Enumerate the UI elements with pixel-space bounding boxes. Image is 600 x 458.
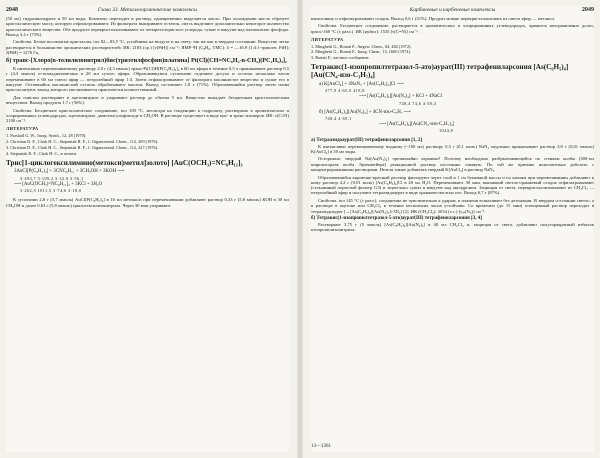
right-reference-1: 1. Minghetti G., Bonati F., Angew. Chem., 84, 482 (1972).: [311, 43, 412, 49]
left-properties-2: Свойства. Бесцветное кристаллическое соединение, tпл 100 °С, несмотря на тенденцию к гидролизу, растворимо в ароматических и хлорированных углеводородах, ацетонитриле, диметилсульфоксиде и CH₂OH. В растворе существует в виде цис- и транс-изомеров. ИК: ν(C≡N) 2190 см⁻¹.: [6, 107, 289, 124]
right-page: [311, 6, 594, 452]
left-intro-paragraph: (50 мл) гидразингидрата и 50 мл воды. Комплекс переходит в раствор, одновременно выделяется масло. При охлаждении масло образует кристаллическую массу, которую отфильтровывают. Из фильтрата выпаривают остаток, смесь выделяют дополнительно некоторое количество кристаллического вещества. Оба продукта перекристаллизовывают из четыреххлористого углерода, сушат в вакууме над пятиокисью фосфора. Выход 3,4 г (73%).: [6, 16, 289, 37]
right-reference-2: 2. Minghetti G., Bonati F., Inorg. Chem., 13, 1600 (1974).: [311, 49, 411, 55]
right-equation-a-text: а) K[AuCl₄] + 4NaN₃ + [As(C₆H₅)₄]Cl ⟶: [319, 82, 404, 88]
right-footer-signature: 13—1361: [311, 444, 331, 449]
left-reference-4: 4. Stepaniak R. F., Clark H. C., в печати.: [6, 150, 77, 156]
left-preparation-2: К интенсивно перемешиваемому раствору 2,0 г (4,3 ммоль) транс-Pt(Cl)H[P(C₂H₅)₃]₂ в 60 мл эфира в течение 0,5 ч прикапывают раствор 0,5 г (4,3 ммоль) n-толилдиазометана в 20 мл сухого эфира. Образовавшуюся суспензию отделяют досуха и остаток несколько часов перемешивают в 60 мл смеси эфир — петролейный эфир 1:3. Затем отфильтровывают от фильтрата маслянистое вещество и сушат его в вакууме. Оставшийся маслянистый остаток обрабатывают маслом. Выход составляет 1,8 г (71%). Образовавшийся раствор затем снова кристаллизуют, выход которого увеличивается практически количественный.: [6, 66, 289, 93]
left-page-number: 2048: [6, 7, 18, 13]
left-reference-2: 2. Christian D. F., Clark H. C., Stepaniak R. F., J. Organometal. Chem., 112, 209 (1976).: [6, 138, 159, 144]
right-compound-1-title: Тетракис(1-изопропилтетразол-5-ато)аурат(III) тетрафениларсония [As(C₆H₅)₄][Au(CN₄-изо-C₃H₇)₄]: [311, 63, 569, 80]
right-equation-a-weights: 377,9 4·65,0 418,8: [325, 88, 365, 94]
right-preparation-b: Растворяют 3,75 г (5 ммоль) [As(C₆H₅)₄][Au(N₃)₄] в 40 мл CH₂Cl₂ и, защищая от света, добавляют полуторакратный избыток изопропилизонитрила.: [311, 221, 594, 233]
left-page-header: [6, 6, 289, 13]
right-preparation-a2: Образовавшийся кирпично-красный раствор фильтруют через слой в 1 см бумажной массы и по каплям при перемешивании добавляют к нему раствор 4,2 г (0,01 моль) [As(C₆H₅)₄]Cl в 20 мл H₂O. Перемешивают 30 мин, выпавший светло-оранжевый осадок отфильтровывают (стеклянный пористый фильтр G3) и тщательно сушат в вакууме над ангидроном. Защищая от света, перекристаллизовывают из CH₂Cl₂ — петролейный эфир и получают тетраазидоаурат в виде оранжево-желтых игл. Выход 6,7 г (87%).: [311, 174, 594, 196]
right-properties-a: Свойства. tпл 145 °С (с разл.), соединение не чувствительно к ударам, в пламени вспыхивает без детонации. В твердом состоянии светло, а в растворе в ацетоне или CH₂Cl₂ в течение нескольких часов устойчиво. Со временем (до 15 мин) освещенный раствор переходит в тетраазидоаурат [→[As(C₆H₅)₄][Au(N₃)₂]+3N₂] [2]. ИК (CH₂Cl₂): 2034 (v.с.) [νₐₛ(N₃)] см⁻¹.: [311, 197, 594, 214]
right-reference-3: 3. Bonati F., частное сообщение.: [311, 55, 370, 61]
right-subsection-a-title: а) Тетраазидоаурат(III) тетрафениларсония [1, 2]: [311, 137, 423, 143]
right-equation-b2-text: ⟶ [As(C₆H₅)₄][Au(CN₄-изо-C₃H₇)₄]: [379, 122, 455, 128]
left-reference-3: 3. Christian D. F., Clark H. C., Stepaniak R. F., J. Organometal. Chem., 112, 227 (1976).: [6, 144, 159, 150]
right-equation-b-text: б) [As(C₆H₅)₄][Au(N₃)₄] + 4CN-изо-C₃H₇ ⟶: [319, 109, 411, 115]
left-reference-1: 1. Parshall G. W., Inorg. Synth., 12, 28 (1970).: [6, 132, 87, 138]
left-compound-2-title: б) транс-[Хлоро(n-толилизонитрил)бис(триэтилфосфин)платина] Pt(Cl)(CH=NC₆H₄-n-CH₃)(PC₂H₅)₃]₂: [6, 57, 287, 65]
left-preparation-2b: Для очистки растворяют в ацетонитриле и упаривают раствор до объема 5 мл. Вещество выпадает бесцветным кристаллическим веществом. Выход продукта 1,7 г (56%).: [6, 94, 289, 106]
right-equation-a2-text: ⟶ [As(C₆H₅)₄][Au(N₃)₄] + KCl + 4NaCl: [359, 94, 442, 100]
right-subsection-b-title: б) Тетракис(1-изопропилтетразол-5-ато)аурат(III) тетрафениларсония [3, 4]: [311, 215, 482, 221]
left-equation-1-text: 3AuCl[P(C₆H₅)₃] + 3CNC₆H₁₁ + 3CH₃OH + 3KOH ⟶: [14, 169, 125, 175]
right-literature-heading: ЛИТЕРАТУРА: [311, 37, 344, 43]
right-intro-paragraph: наполовину и отфильтровывают осадок. Выход 0,6 г (31%). Продукт можно перекристаллизовать из смеси эфир — метанол.: [311, 16, 555, 21]
left-literature-heading: ЛИТЕРАТУРА: [6, 126, 39, 132]
right-equation-a: [319, 82, 594, 107]
left-equation-2-text: ⟶ [AuC(OCH₃)=NC₆H₁₁]₃ + 3KCl + 3H₂O: [14, 181, 103, 187]
right-properties-1: Свойства. Бесцветное соединение, растворяется в ароматических и хлорированных углеводородах, хранится неограниченно долго, tразл>160 °С (с разл.). ИК (нуйол): 1535 [ν(C=N)] см⁻¹.: [311, 23, 594, 34]
right-page-number: 2049: [582, 7, 594, 13]
left-running-title: Глава 33. Металлоорганические комплексы: [97, 7, 198, 13]
left-preparation-3: К суспензии 2,8 г (5,7 ммоль) AuCl[P(C₆H₅)₃] в 10 мл метанола при перемешивании добавляют раствор 0,33 г (5,8 ммоль) КОН в 30 мл CH₃OH и далее 0,63 г (5,8 ммоль) циклогексилизонитрила. Через 30 мин упаривают: [6, 197, 289, 208]
right-equation-a2-weights: 748,4 74,6 4·58,4: [399, 100, 437, 106]
right-reference-list: [311, 44, 594, 61]
right-preparation-a: К интенсивно перемешиваемому водному (~100 мл) раствору 0,5 г (0,1 моль) NaN₃ медленно прикапывают раствор 3,8 г (0,01 ммоль) K[AuCl₄] в 50 мл воды.: [311, 143, 594, 154]
left-reference-list: [6, 133, 289, 156]
right-equation-b: [319, 110, 594, 135]
left-equation-2-weights: 3·262,3 1011,5 3·74,6 3·18,0: [20, 188, 82, 194]
left-equation-1-weights: 3·494,7 3·109,2 3·32,0 3·56,1: [20, 175, 84, 181]
left-page: [6, 6, 289, 452]
book-gutter: [297, 0, 303, 458]
right-equation-b2-weights: 1024,8: [439, 128, 454, 134]
left-compound-3-title: Трис[1-циклогексилимино(метокси)метил]золото] [AuC(OCH₃)=NC₆H₁₁]₃: [6, 158, 243, 167]
right-caution-note: Осторожно: твердый Na[Au(N₃)₄] чрезвычайно взрывчат! Поэтому необходимо разбрызгивающейся по стенкам колбы (300-мл широкогорлая колба Эрленмейера) реакционной раствор постоянно смывать. По той же причине нежелательно работать с концентрированными растворами. Нельзя также добавлять твердый K[AuCl₄] в раствор NaN₃.: [311, 156, 594, 173]
right-equation-b-weights: 748,4 4·69,1: [325, 116, 352, 122]
right-running-title: Карбиновые и карбеновые комплексы: [409, 7, 496, 13]
right-page-header: [311, 6, 594, 13]
left-properties-1: Свойства. Белые игольчатые кристаллы, tпл 82—83,5 °С, устойчивы на воздухе и на свету, так же как в твердом состоянии. Вещество легко растворяется в большинстве органических растворителей. ИК: 2183 (ср.) [ν(PtH)] см⁻¹; ЯМР-¹H (C₆H₆, TMC): δ = —16,9 [1:4:1-триплет, PtH]; J(PtH) = 1276 Гц.: [6, 39, 289, 55]
left-equation-1: [14, 169, 289, 194]
